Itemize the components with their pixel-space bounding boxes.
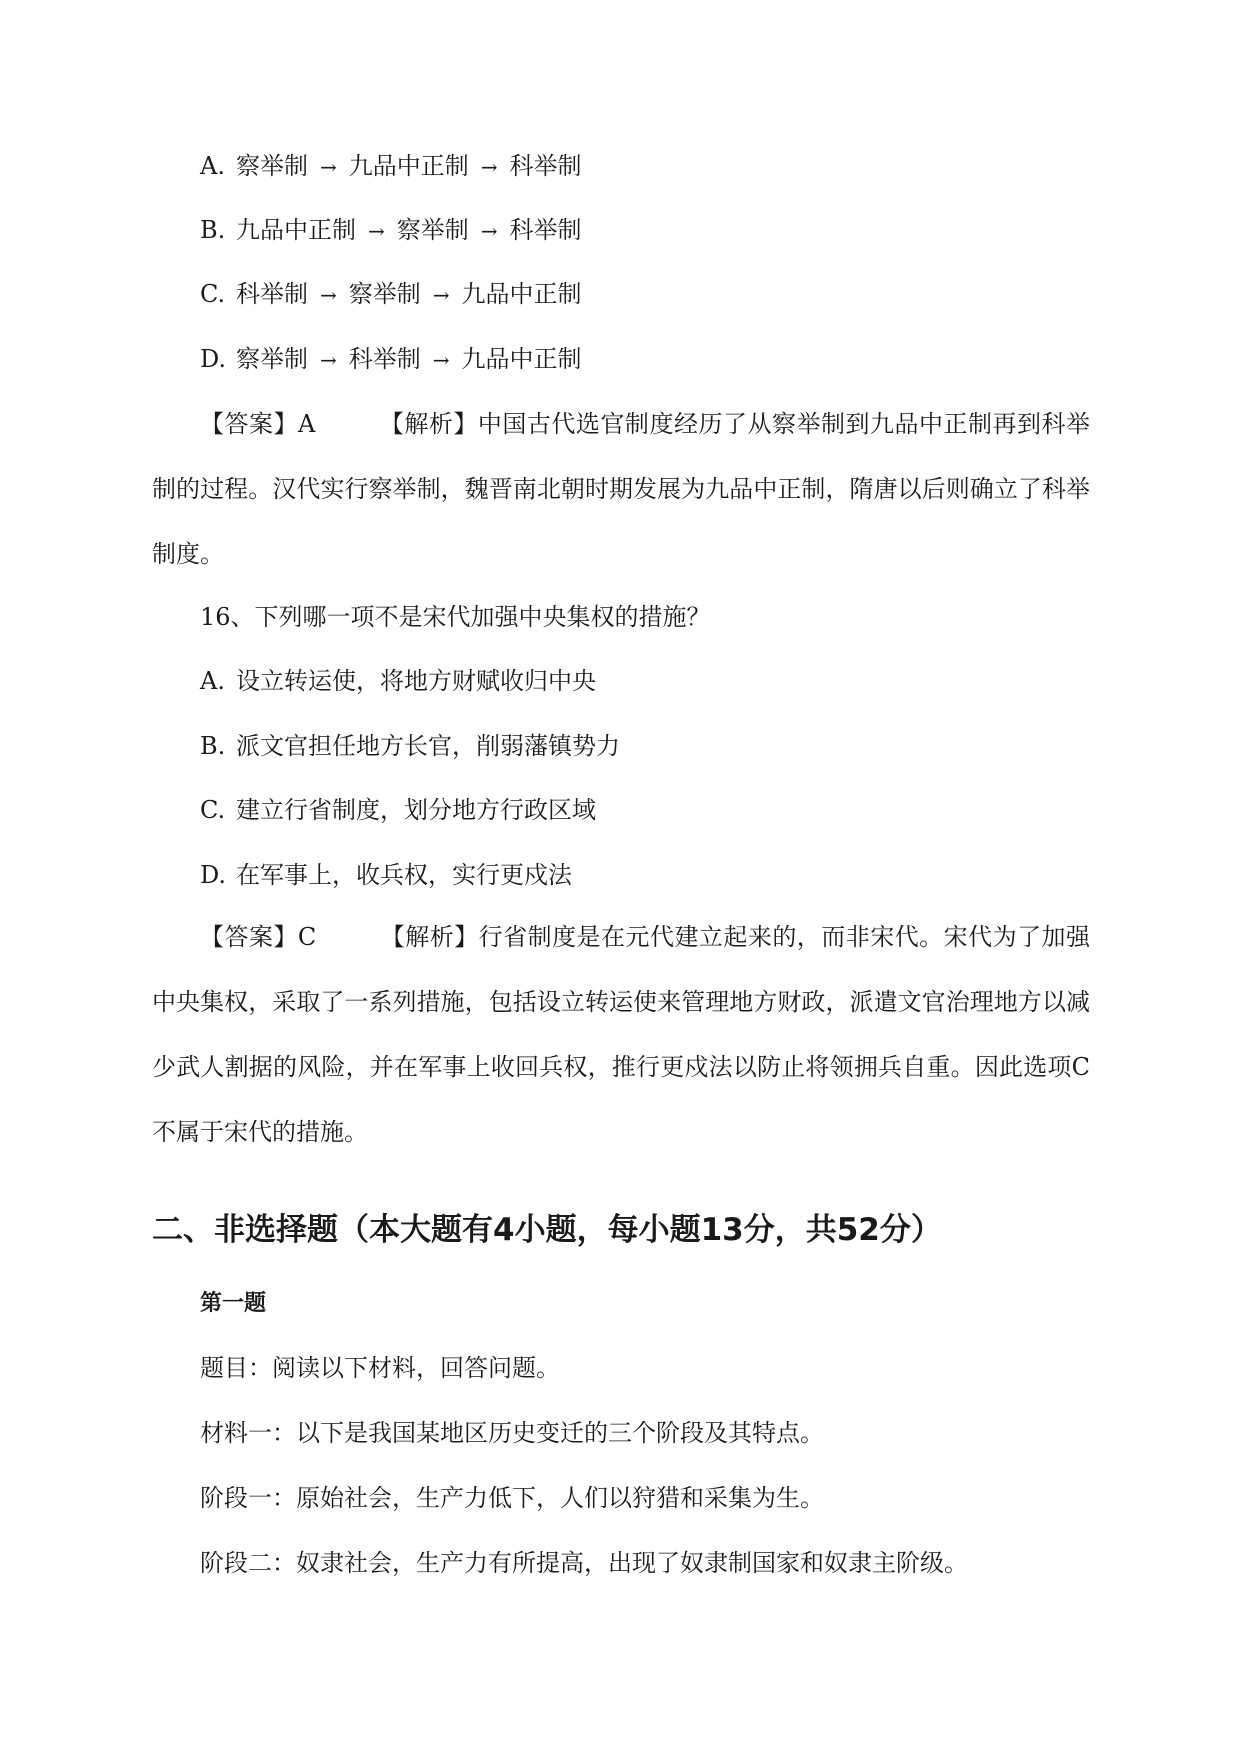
option-letter: A. xyxy=(200,152,225,180)
analysis-tag: 【解析】 xyxy=(380,923,479,951)
option-item: 九品中正制 xyxy=(461,345,582,373)
q15-answer-analysis xyxy=(152,392,1090,587)
arrow-icon: → xyxy=(320,283,337,307)
q16-option-d xyxy=(200,858,572,892)
section-heading: 二、非选择题（本大题有4小题，每小题13分，共52分） xyxy=(152,1212,942,1248)
option-item: 察举制 xyxy=(236,152,308,180)
analysis-tag: 【解析】 xyxy=(379,410,478,438)
option-letter: A. xyxy=(200,667,225,695)
option-item: 科举制 xyxy=(509,152,582,180)
arrow-icon: → xyxy=(480,219,498,243)
answer-tag: 【答案】 xyxy=(200,410,299,438)
option-text: 建立行省制度，划分地方行政区域 xyxy=(236,796,596,824)
option-text: 在军事上，收兵权，实行更戍法 xyxy=(236,861,572,889)
arrow-icon: → xyxy=(432,348,450,372)
answer-value: A xyxy=(298,410,316,438)
q15-option-d xyxy=(200,342,582,377)
arrow-icon: → xyxy=(480,155,498,179)
analysis-text: 行省制度是在元代建立起来的，而非宋代。宋代为了加强中央集权，采取了一系列措施，包括设立转运使来管理地方财政，派遣文官治理地方以减少武人割据的风险，并在军事上收回兵权，推行更戍法以防止将领拥兵自重。因此选项C不属于宋代的措施。 xyxy=(152,923,1091,1146)
q15-option-a xyxy=(200,149,582,184)
q16-question: 16、下列哪一项不是宋代加强中央集权的措施？ xyxy=(200,603,711,631)
answer-tag: 【答案】 xyxy=(200,923,298,951)
q16-option-b xyxy=(200,729,620,763)
body-line: 阶段二：奴隶社会，生产力有所提高，出现了奴隶制国家和奴隶主阶级。 xyxy=(200,1549,968,1577)
answer-value: C xyxy=(297,923,317,951)
body-line: 阶段一：原始社会，生产力低下，人们以狩猎和采集为生。 xyxy=(200,1484,824,1512)
option-item: 九品中正制 xyxy=(236,216,356,244)
option-letter: C. xyxy=(200,796,226,824)
option-letter: B. xyxy=(200,732,226,760)
analysis-text: 中国古代选官制度经历了从察举制到九品中正制再到科举制的过程。汉代实行察举制，魏晋南北朝时期发展为九品中正制，隋唐以后则确立了科举制度。 xyxy=(152,410,1091,568)
option-item: 察举制 xyxy=(396,216,469,244)
option-letter: B. xyxy=(200,216,226,244)
option-letter: C. xyxy=(200,280,226,308)
q15-option-c xyxy=(200,277,582,312)
option-text: 派文官担任地方长官，削弱藩镇势力 xyxy=(236,732,620,760)
arrow-icon: → xyxy=(320,155,337,179)
body-line: 材料一：以下是我国某地区历史变迁的三个阶段及其特点。 xyxy=(200,1419,824,1447)
option-letter: D. xyxy=(200,861,227,889)
option-item: 科举制 xyxy=(509,216,582,244)
option-item: 九品中正制 xyxy=(348,152,469,180)
option-text: 设立转运使，将地方财赋收归中央 xyxy=(236,667,596,695)
arrow-icon: → xyxy=(320,348,337,372)
question-subheading: 第一题 xyxy=(200,1291,267,1316)
arrow-icon: → xyxy=(432,283,450,307)
body-line: 题目：阅读以下材料，回答问题。 xyxy=(200,1354,560,1382)
option-item: 科举制 xyxy=(348,345,421,373)
option-item: 察举制 xyxy=(236,345,308,373)
option-item: 科举制 xyxy=(236,280,308,308)
option-letter: D. xyxy=(200,345,227,373)
q16-answer-analysis xyxy=(152,905,1090,1165)
q16-option-a xyxy=(200,664,596,698)
q16-option-c xyxy=(200,793,596,827)
option-item: 察举制 xyxy=(348,280,421,308)
option-item: 九品中正制 xyxy=(461,280,582,308)
q15-option-b xyxy=(200,213,582,248)
arrow-icon: → xyxy=(368,219,385,243)
